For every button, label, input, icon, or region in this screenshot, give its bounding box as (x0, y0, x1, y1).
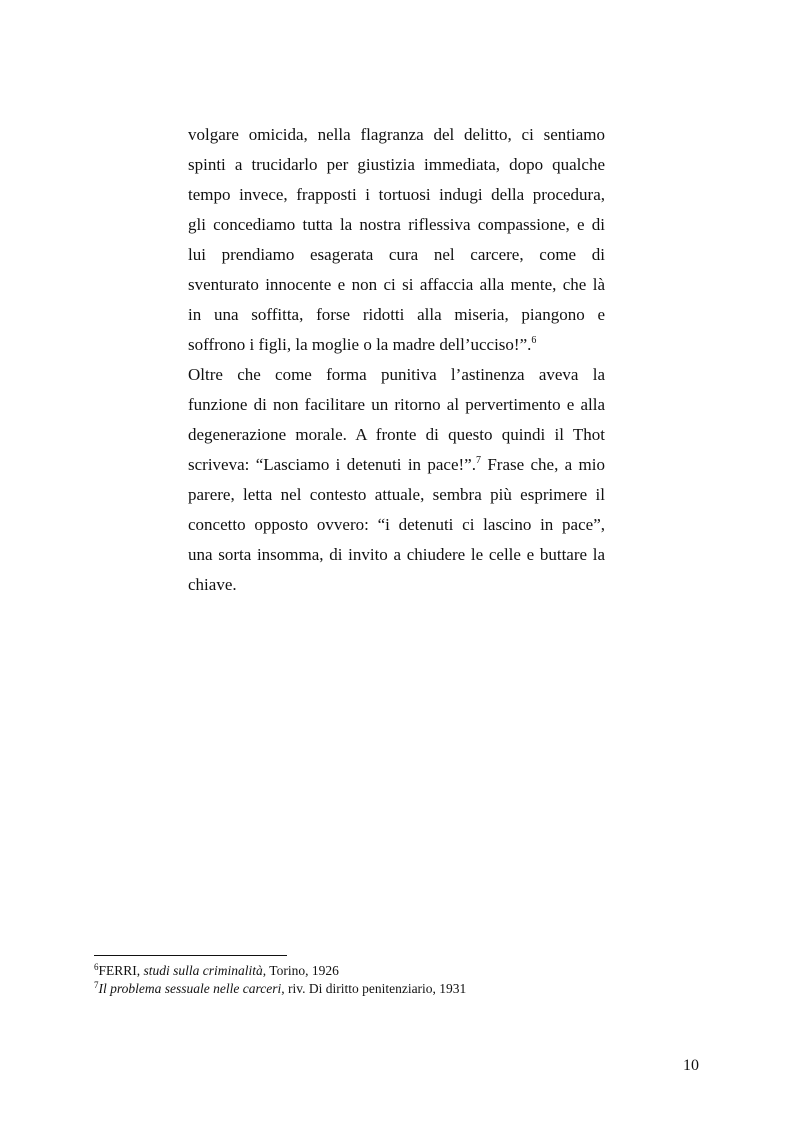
footnote-details: , riv. Di diritto penitenziario, 1931 (281, 981, 467, 996)
text-line: lui prendiamo esagerata cura nel carcere, come di (188, 245, 605, 264)
text-line (188, 450, 605, 480)
text-line: una sorta insomma, di invito a chiudere le celle e buttare la (188, 545, 605, 564)
footnote-7 (94, 980, 714, 998)
footnote-number: 7 (94, 980, 99, 990)
text-line: volgare omicida, nella flagranza del delitto, ci sentiamo (188, 125, 605, 144)
text-segment: soffrono i figli, la moglie o la madre dell’ucciso!”. (188, 335, 532, 354)
text-line: spinti a trucidarlo per giustizia immediata, dopo qualche (188, 155, 605, 174)
text-segment: Frase che, a mio (480, 455, 605, 474)
text-segment: scriveva: “Lasciamo i detenuti in pace!”. (188, 455, 476, 474)
text-line: gli concediamo tutta la nostra riflessiva compassione, e di (188, 215, 605, 234)
footnote-6 (94, 962, 714, 980)
text-line: Oltre che come forma punitiva l’astinenza aveva la (188, 365, 605, 384)
footnote-reference-6: 6 (531, 335, 537, 346)
text-line (188, 330, 605, 360)
footnote-title: Il problema sessuale nelle carceri (98, 981, 282, 996)
footnote-reference-7: 7 (475, 455, 481, 466)
text-line: degenerazione morale. A fronte di questo quindi il Thot (188, 425, 605, 444)
text-line: in una soffitta, forse ridotti alla miseria, piangono e (188, 305, 605, 324)
footnote-number: 6 (94, 962, 99, 972)
text-line: parere, letta nel contesto attuale, sembra più esprimere il (188, 485, 605, 504)
footnote-separator (94, 955, 287, 956)
text-line: tempo invece, frapposti i tortuosi indugi della procedura, (188, 185, 605, 204)
footnote-author: FERRI, (98, 963, 144, 978)
text-line: sventurato innocente e non ci si affaccia alla mente, che là (188, 275, 605, 294)
text-line: funzione di non facilitare un ritorno al pervertimento e alla (188, 395, 605, 414)
footnotes (94, 962, 714, 998)
body-text (188, 120, 605, 600)
page-number: 10 (683, 1057, 699, 1074)
text-line: chiave. (188, 575, 237, 594)
footnote-title: studi sulla criminalità (143, 963, 263, 978)
footnote-details: , Torino, 1926 (262, 963, 339, 978)
text-line: concetto opposto ovvero: “i detenuti ci lascino in pace”, (188, 515, 605, 534)
